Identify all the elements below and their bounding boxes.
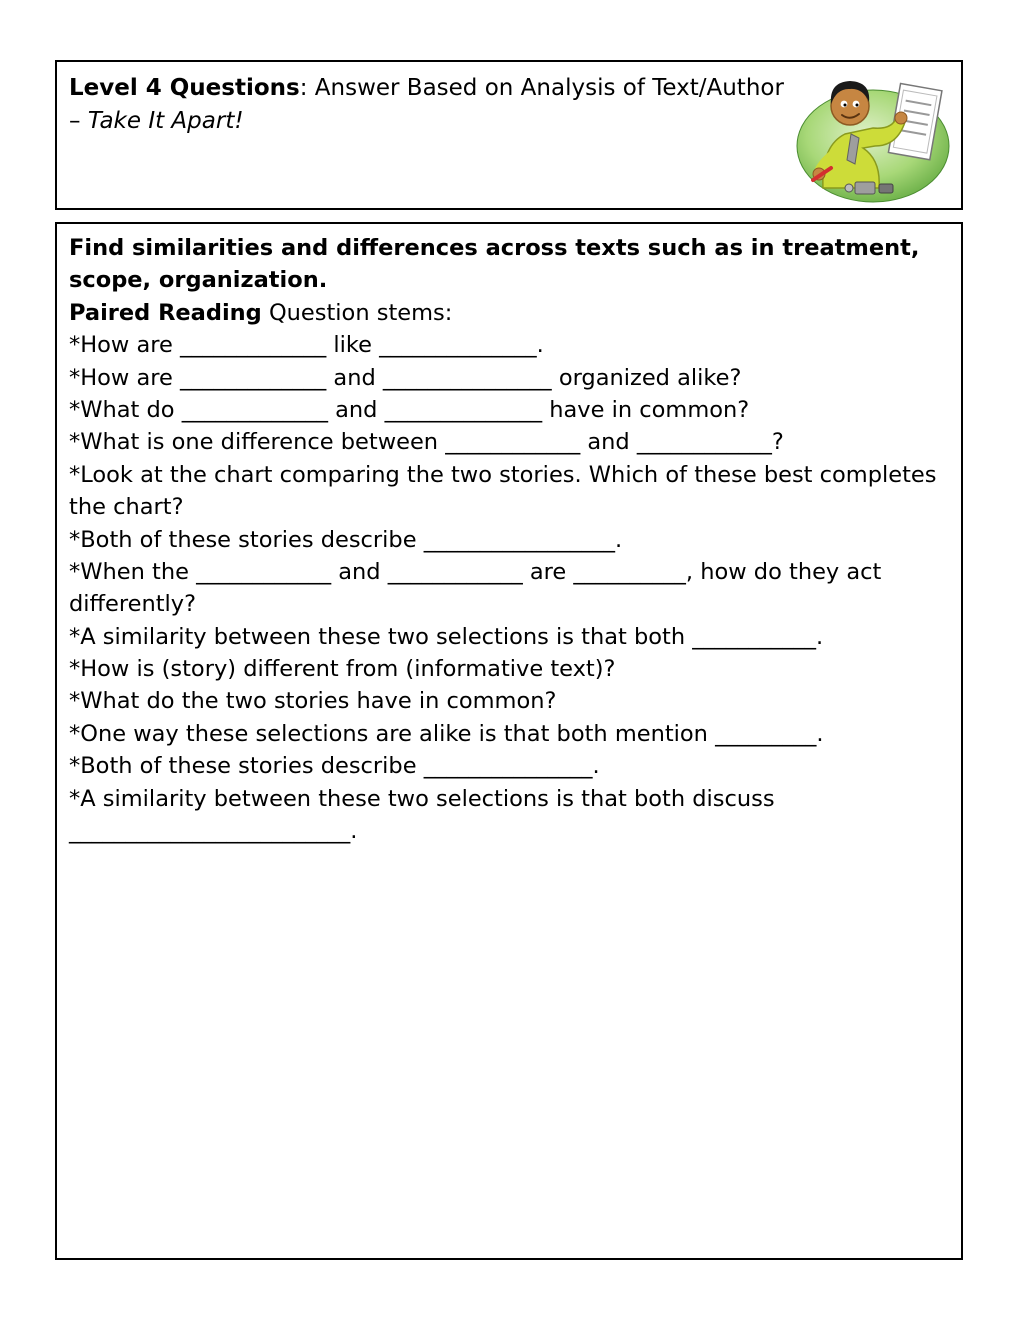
title-box (55, 60, 963, 210)
person-analyzing-clipart-image (793, 68, 953, 206)
phone (879, 184, 893, 193)
question-stem: *One way these selections are alike is that both mention _________. (69, 720, 824, 747)
question-stem: *When the ____________ and ____________ are __________, how do they act differently? (69, 558, 882, 618)
question-stem: *What is one difference between ____________ and ____________? (69, 429, 784, 456)
question-stem: *Both of these stories describe _______________. (69, 753, 600, 780)
question-stem: *A similarity between these two selections is that both ___________. (69, 623, 824, 650)
question-stem: *What do the two stories have in common? (69, 688, 557, 715)
stems-label-bold: Paired Reading (69, 299, 262, 326)
question-stem: *How is (story) different from (informative text)? (69, 656, 616, 683)
title-regular-segment: : Answer Based on Analysis of Text/Author – (69, 75, 784, 134)
hand (895, 112, 907, 124)
question-stem: *What do _____________ and ______________ have in common? (69, 396, 750, 423)
question-stem: *A similarity between these two selections is that both discuss _________________________. (69, 785, 775, 845)
stems-label (69, 297, 949, 329)
question-stem: *How are _____________ and _______________ organized alike? (69, 364, 742, 391)
section-heading: Find similarities and differences across texts such as in treatment, scope, organization. (69, 235, 920, 294)
question-stem: *How are _____________ like ______________. (69, 332, 544, 359)
page-title (57, 62, 802, 147)
title-bold-segment: Level 4 Questions (69, 75, 300, 101)
question-stem: *Look at the chart comparing the two stories. Which of these best completes the chart? (69, 461, 937, 521)
calculator (855, 182, 875, 194)
title-italic-segment: Take It Apart! (87, 107, 244, 134)
clipart-svg (793, 68, 953, 206)
stems-label-regular: Question stems: (261, 299, 453, 326)
question-stem: *Both of these stories describe _________________. (69, 526, 623, 553)
content-box (55, 222, 963, 1260)
